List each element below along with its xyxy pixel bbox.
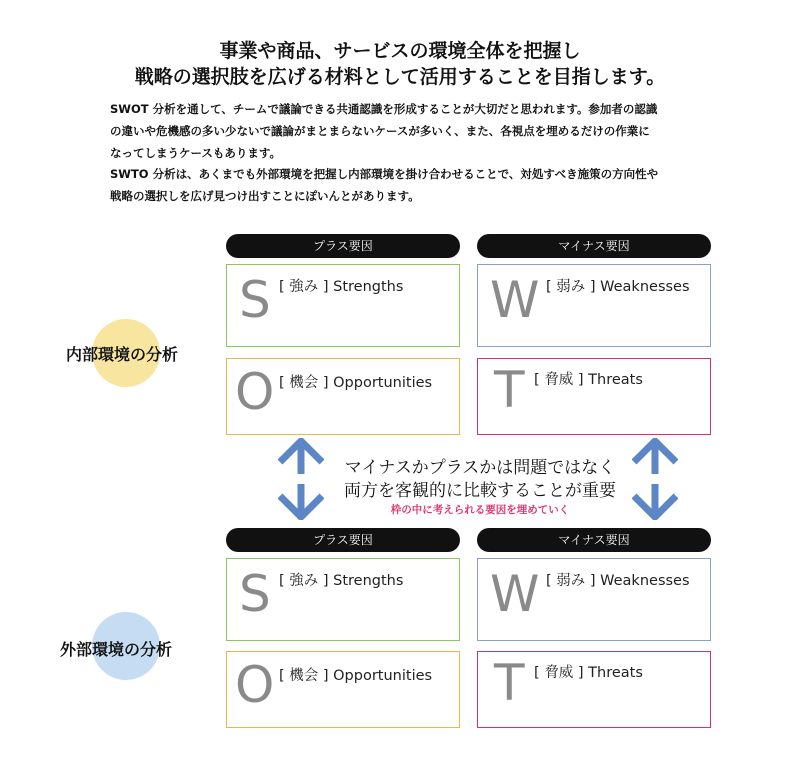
top-opportunities-letter: O bbox=[235, 363, 275, 421]
left-bidirectional-arrow-icon bbox=[278, 438, 324, 520]
bottom-threats-label: [ 脅威 ] Threats bbox=[534, 665, 643, 681]
top-strengths-box bbox=[226, 264, 460, 347]
comparison-message-line-2: 両方を客観的に比較することが重要 bbox=[344, 481, 616, 501]
top-strengths-label: [ 強み ] Strengths bbox=[279, 279, 404, 295]
bottom-strengths-label: [ 強み ] Strengths bbox=[279, 573, 404, 589]
right-bidirectional-arrow-icon bbox=[632, 438, 678, 520]
intro-line-3: なってしまうケースもあります。 bbox=[110, 146, 282, 160]
top-weaknesses-letter: W bbox=[490, 271, 540, 329]
top-threats-letter: T bbox=[494, 361, 525, 419]
bottom-strengths-box bbox=[226, 558, 460, 641]
main-heading-line-2: 戦略の選択肢を広げる材料として活用することを目指します。 bbox=[134, 66, 666, 88]
bottom-minus-factor-header: マイナス要因 bbox=[477, 528, 711, 552]
bottom-opportunities-label: [ 機会 ] Opportunities bbox=[279, 668, 433, 684]
top-minus-factor-header: マイナス要因 bbox=[477, 234, 711, 258]
intro-line-5: 戦略の選択しを広げ見つけ出すことにぽいんとがあります。 bbox=[110, 189, 420, 203]
top-plus-factor-header: プラス要因 bbox=[226, 234, 460, 258]
bottom-threats-box bbox=[477, 651, 711, 728]
intro-line-2: の違いや危機感の多い少ないで議論がまとまらないケースが多いく、また、各視点を埋めるだけの作業に bbox=[110, 124, 650, 138]
intro-line-1: SWOT 分析を通して、チームで議論できる共通認識を形成することが大切だと思われます。参加者の認識 bbox=[110, 102, 658, 116]
internal-analysis-label: 内部環境の分析 bbox=[66, 345, 179, 364]
bottom-weaknesses-letter: W bbox=[490, 565, 540, 623]
fill-in-note: 枠の中に考えられる要因を埋めていく bbox=[390, 504, 570, 516]
top-weaknesses-box bbox=[477, 264, 711, 347]
top-opportunities-label: [ 機会 ] Opportunities bbox=[279, 375, 433, 391]
top-threats-box bbox=[477, 358, 711, 435]
bottom-opportunities-letter: O bbox=[235, 656, 275, 714]
top-weaknesses-label: [ 弱み ] Weaknesses bbox=[546, 279, 690, 295]
top-strengths-letter: S bbox=[239, 271, 271, 329]
bottom-weaknesses-label: [ 弱み ] Weaknesses bbox=[546, 573, 690, 589]
external-analysis-label: 外部環境の分析 bbox=[60, 640, 173, 659]
bottom-threats-letter: T bbox=[494, 654, 525, 712]
comparison-message-line-1: マイナスかプラスかは問題ではなく bbox=[344, 458, 616, 478]
bottom-opportunities-box bbox=[226, 651, 460, 728]
bottom-plus-factor-header: プラス要因 bbox=[226, 528, 460, 552]
top-threats-label: [ 脅威 ] Threats bbox=[534, 372, 643, 388]
top-opportunities-box bbox=[226, 358, 460, 435]
bottom-strengths-letter: S bbox=[239, 565, 271, 623]
intro-line-4: SWTO 分析は、あくまでも外部環境を把握し内部環境を掛け合わせることで、対処すべき施策の方向性や bbox=[110, 167, 659, 181]
main-heading-line-1: 事業や商品、サービスの環境全体を把握し bbox=[219, 40, 581, 62]
bottom-weaknesses-box bbox=[477, 558, 711, 641]
